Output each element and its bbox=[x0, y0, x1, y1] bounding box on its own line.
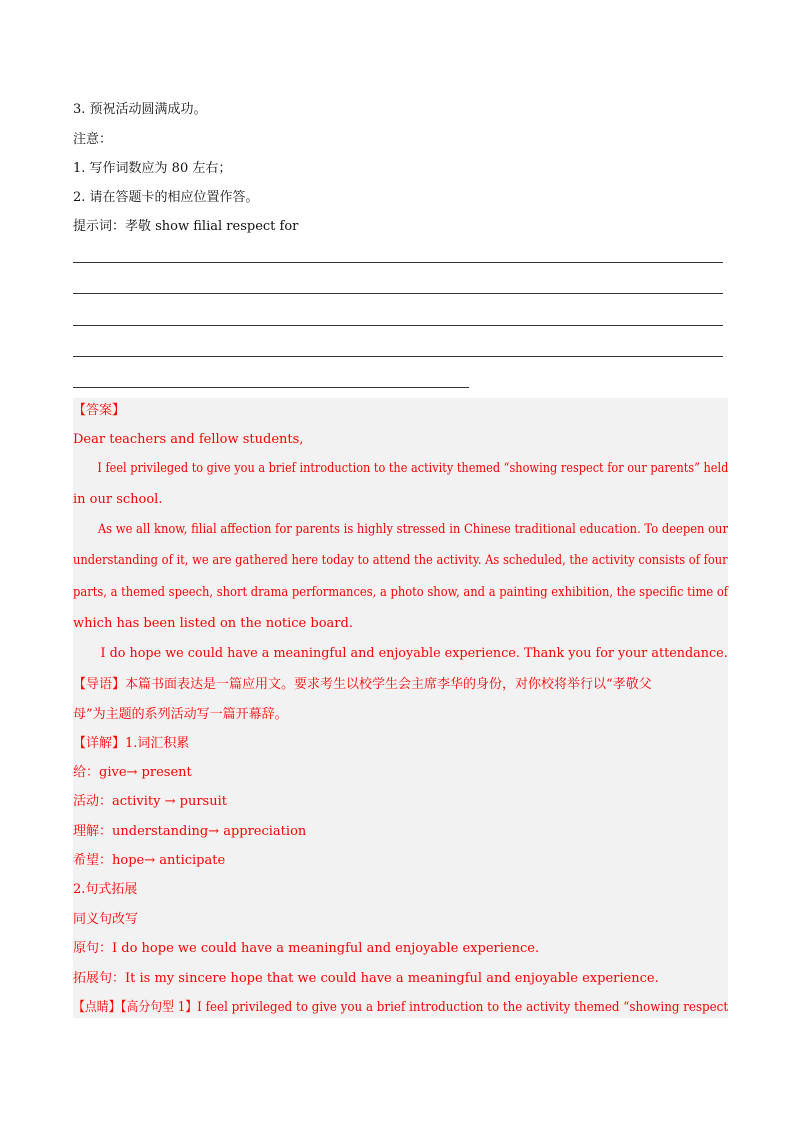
highlight-line-1: 【点睛】【高分句型 1】I feel privileged to give you a brief introduction to the activity themed “showing respect bbox=[73, 1000, 729, 1015]
writing-line-3 bbox=[73, 325, 723, 326]
guide-line-1: 【导语】本篇书面表达是一篇应用文。要求考生以校学生会主席李华的身份，对你校将举行以“孝敬父 bbox=[73, 677, 652, 692]
vocab-item-3: 理解：understanding→ appreciation bbox=[73, 824, 307, 839]
vocab-item-2: 活动：activity → pursuit bbox=[73, 794, 227, 809]
answer-paragraph-3-line-1: I do hope we could have a meaningful and enjoyable experience. Thank you for your attendance. bbox=[100, 646, 728, 661]
answer-paragraph-1-line-2: in our school. bbox=[73, 492, 163, 507]
vocab-item-1: 给：give→ present bbox=[73, 765, 192, 780]
vocab-item-4: 希望：hope→ anticipate bbox=[73, 853, 226, 868]
answer-salutation: Dear teachers and fellow students, bbox=[73, 432, 304, 447]
notice-item-2: 2. 请在答题卡的相应位置作答。 bbox=[73, 190, 259, 205]
answer-paragraph-2-line-4: which has been listed on the notice board. bbox=[73, 616, 353, 631]
requirement-item-3: 3. 预祝活动圆满成功。 bbox=[73, 102, 207, 117]
answer-paragraph-2-line-3: parts, a themed speech, short drama performances, a photo show, and a painting exhibition, the specific time of bbox=[73, 585, 729, 600]
sentence-heading: 2.句式拓展 bbox=[73, 882, 138, 897]
writing-line-5 bbox=[73, 387, 469, 388]
writing-line-2 bbox=[73, 293, 723, 294]
extended-sentence: 拓展句：It is my sincere hope that we could have a meaningful and enjoyable experience. bbox=[73, 971, 659, 986]
guide-line-2: 母”为主题的系列活动写一篇开幕辞。 bbox=[73, 707, 288, 722]
writing-line-4 bbox=[73, 356, 723, 357]
answer-paragraph-2-line-2: understanding of it, we are gathered here today to attend the activity. As scheduled, the activity consists of four bbox=[73, 553, 728, 568]
notice-item-1: 1. 写作词数应为 80 左右； bbox=[73, 161, 232, 176]
detail-heading: 【详解】1.词汇积累 bbox=[73, 736, 190, 751]
hint-words: 提示词：孝敬 show filial respect for bbox=[73, 219, 299, 234]
original-sentence: 原句：I do hope we could have a meaningful and enjoyable experience. bbox=[73, 941, 540, 956]
answer-paragraph-2-line-1: As we all know, filial affection for parents is highly stressed in Chinese traditional education. To deepen our bbox=[97, 522, 728, 537]
answer-paragraph-1-line-1: I feel privileged to give you a brief introduction to the activity themed “showing respect for our parents” held bbox=[97, 461, 729, 476]
sentence-subheading: 同义句改写 bbox=[73, 912, 139, 927]
writing-line-1 bbox=[73, 262, 723, 263]
notice-label: 注意： bbox=[73, 132, 113, 147]
answer-label: 【答案】 bbox=[73, 403, 126, 418]
